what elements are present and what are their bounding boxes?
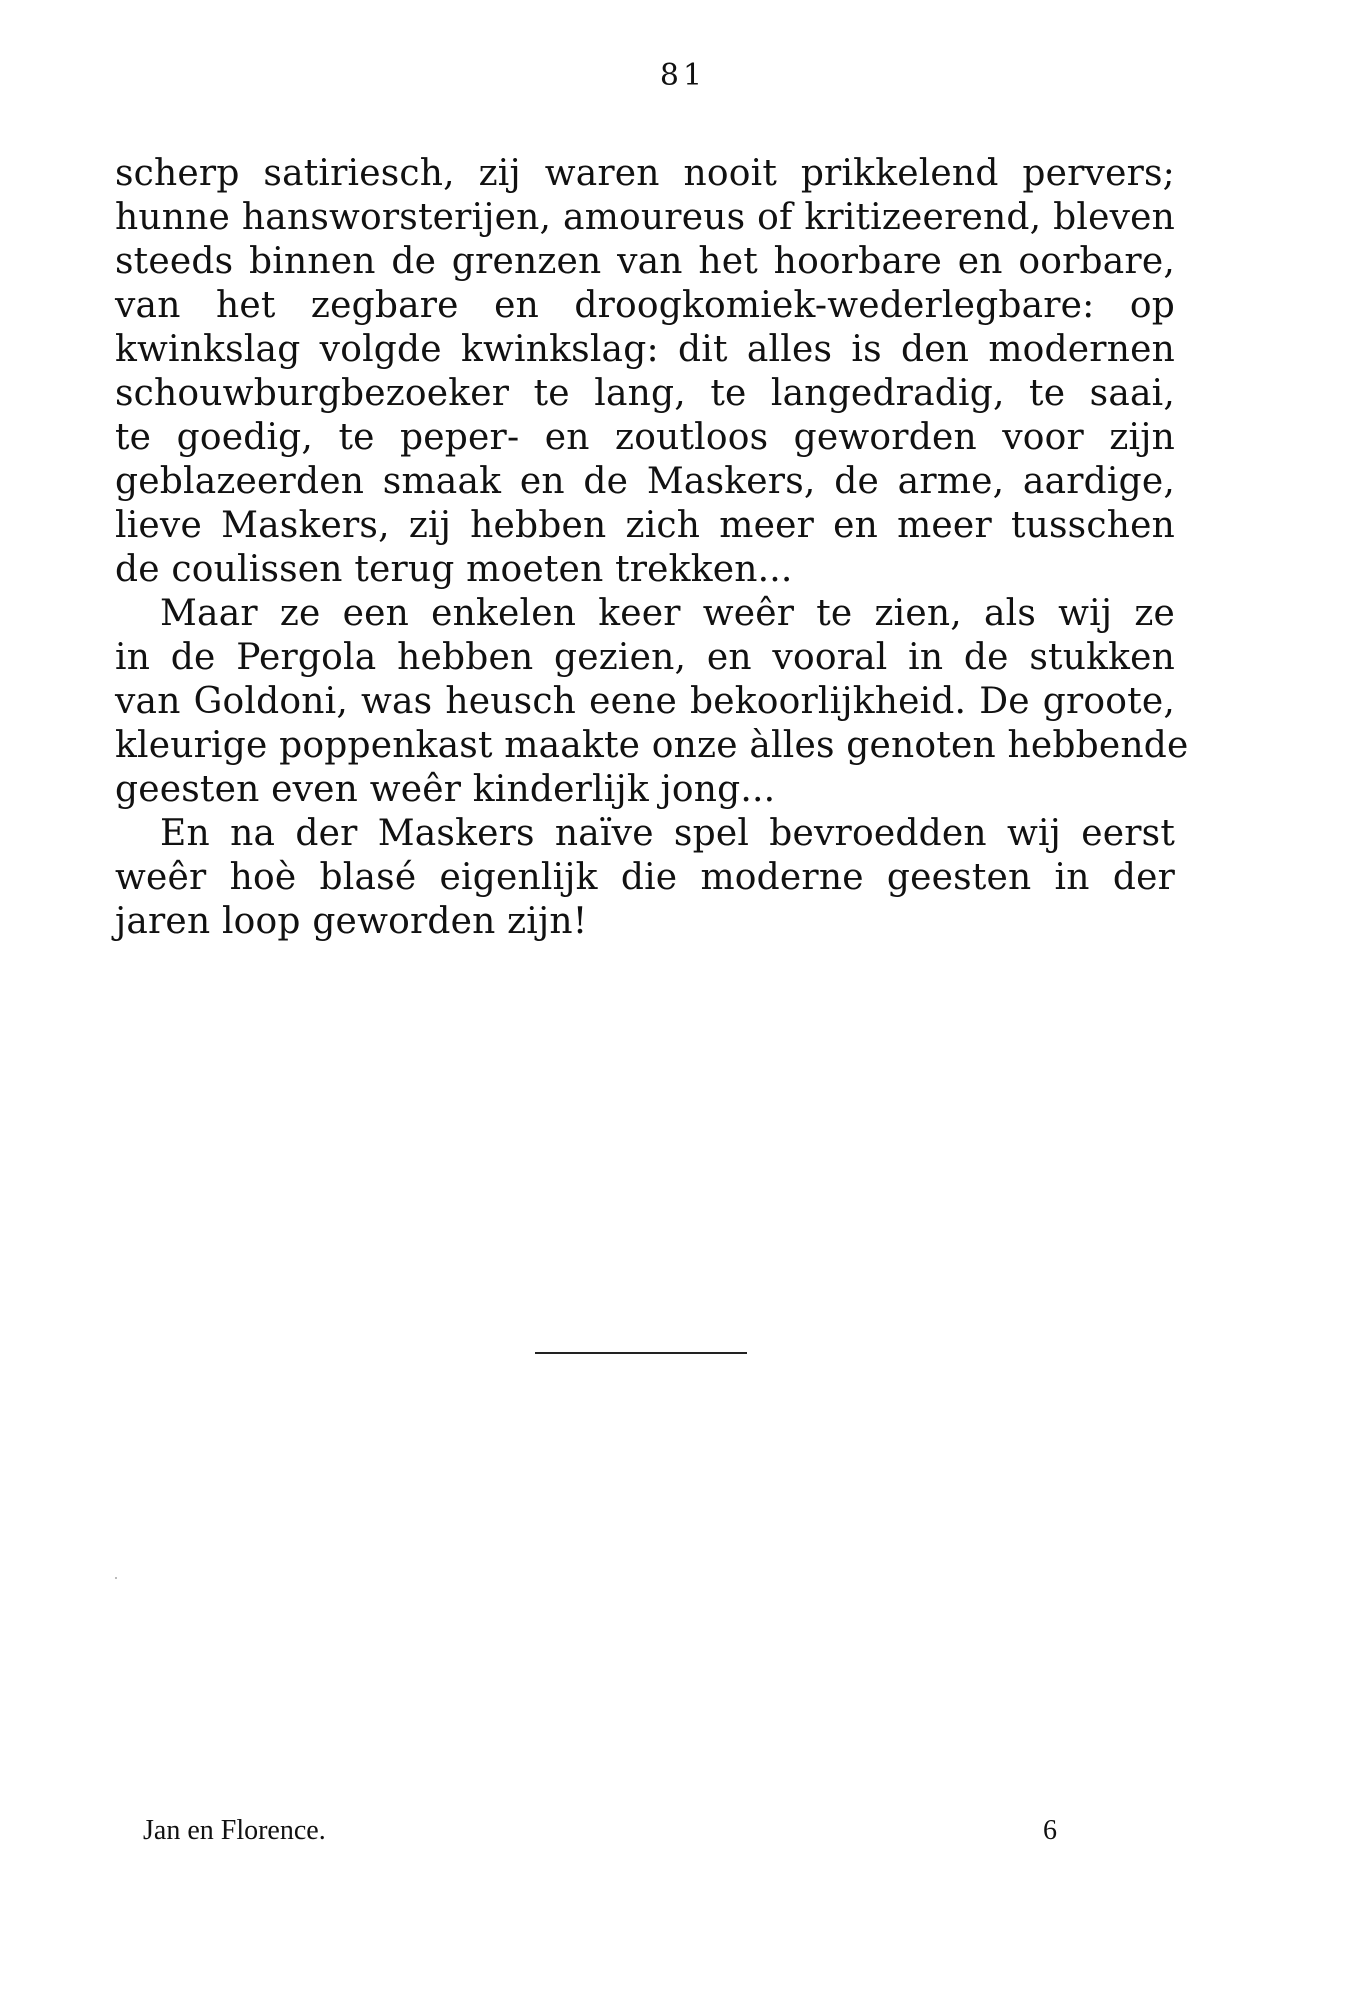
text-line: weêr hoè blasé eigenlijk die moderne geesten in der [115, 857, 1175, 898]
body-text [115, 152, 1189, 944]
text-line: te goedig, te peper- en zoutloos geworden voor zijn [115, 417, 1175, 458]
page-number: 81 [659, 58, 707, 93]
text-line: van Goldoni, was heusch eene bekoorlijkheid. De groote, [115, 681, 1175, 722]
text-line: hunne hansworsterijen, amoureus of kritizeerend, bleven [115, 197, 1175, 238]
text-line: steeds binnen de grenzen van het hoorbare en oorbare, [115, 241, 1175, 282]
footer-signature-mark: 6 [1043, 1815, 1057, 1846]
text-line: van het zegbare en droogkomiek-wederlegbare: op [115, 285, 1175, 326]
text-line: in de Pergola hebben gezien, en vooral in de stukken [115, 637, 1175, 678]
section-divider [535, 1352, 747, 1354]
text-line: scherp satiriesch, zij waren nooit prikkelend pervers; [115, 153, 1175, 194]
text-line: lieve Maskers, zij hebben zich meer en meer tusschen [115, 505, 1175, 546]
text-line: Maar ze een enkelen keer weêr te zien, als wij ze [160, 593, 1175, 634]
text-line: kwinkslag volgde kwinkslag: dit alles is den modernen [115, 329, 1175, 370]
text-line: de coulissen terug moeten trekken... [115, 549, 793, 590]
text-line: schouwburgbezoeker te lang, te langedradig, te saai, [115, 373, 1175, 414]
footer-book-title: Jan en Florence. [143, 1815, 326, 1846]
text-line: jaren loop geworden zijn! [115, 901, 588, 942]
text-line: kleurige poppenkast maakte onze àlles genoten hebbende [115, 725, 1189, 766]
text-line: geblazeerden smaak en de Maskers, de arme, aardige, [115, 461, 1175, 502]
text-line: geesten even weêr kinderlijk jong... [115, 769, 776, 810]
paper-speck [115, 1577, 117, 1579]
text-line: En na der Maskers naïve spel bevroedden wij eerst [160, 813, 1175, 854]
